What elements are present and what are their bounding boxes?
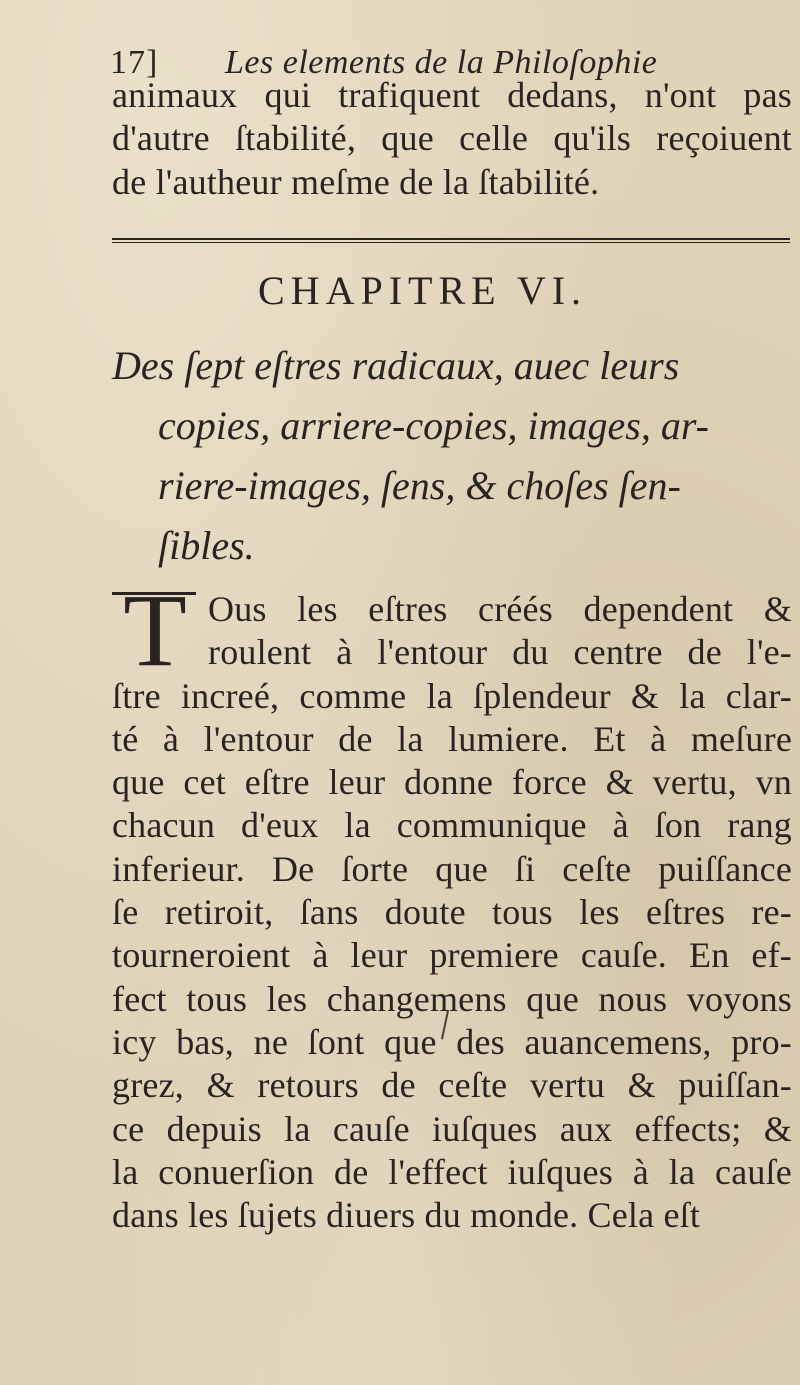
paragraph-line: té à l'entour de la lumiere. Et à meſure bbox=[112, 718, 792, 759]
ornamental-rule bbox=[112, 238, 790, 244]
paragraph-line: ce depuis la cauſe iuſques aux effects; & bbox=[112, 1108, 792, 1149]
chapter-heading: CHAPITRE VI. bbox=[258, 268, 588, 313]
paragraph-line: ſtre increé, comme la ſplendeur & la clar- bbox=[112, 675, 792, 716]
paragraph-line: fect tous les changemens que nous voyons bbox=[112, 978, 792, 1019]
paragraph-line: d'autre ſtabilité, que celle qu'ils reçoiuent bbox=[112, 118, 792, 159]
paragraph-line: tourneroient à leur premiere cauſe. En ef- bbox=[112, 935, 792, 976]
top-paragraph bbox=[112, 74, 792, 204]
chapter-title-line: ſibles. bbox=[158, 523, 255, 568]
paragraph-line: Ous les eſtres créés dependent & bbox=[208, 589, 792, 629]
paragraph-line: la conuerſion de l'effect iuſques à la cauſe bbox=[112, 1151, 792, 1192]
chapter-title-line: copies, arriere-copies, images, ar- bbox=[158, 403, 709, 448]
paragraph-line: animaux qui trafiquent dedans, n'ont pas bbox=[112, 75, 792, 115]
page-number: 17] bbox=[110, 44, 159, 81]
paragraph-line: dans les ſujets diuers du monde. Cela eſt bbox=[112, 1195, 701, 1236]
paragraph-line: que cet eſtre leur donne force & vertu, vn bbox=[112, 762, 792, 803]
paragraph-line: roulent à l'entour du centre de l'e- bbox=[208, 632, 792, 673]
chapter-title-line: riere-images, ſens, & choſes ſen- bbox=[158, 463, 681, 508]
chapter-title-line: Des ſept eſtres radicaux, auec leurs bbox=[112, 343, 680, 388]
paragraph-line: ſe retiroit, ſans doute tous les eſtres re- bbox=[112, 892, 792, 933]
paragraph-line: inferieur. De ſorte que ſi ceſte puiſſance bbox=[112, 848, 792, 889]
paragraph-line: icy bas, ne ſont que des auancemens, pro- bbox=[112, 1021, 792, 1062]
paragraph-line: grez, & retours de ceſte vertu & puiſſan- bbox=[112, 1065, 792, 1106]
paragraph-line: chacun d'eux la communique à ſon rang bbox=[112, 805, 792, 846]
paragraph-line: de l'autheur meſme de la ſtabilité. bbox=[112, 161, 600, 202]
drop-cap: T bbox=[123, 573, 187, 688]
body-paragraph bbox=[112, 573, 792, 1237]
chapter-title bbox=[112, 336, 792, 576]
running-title: Les elements de la Philoſophie bbox=[225, 44, 658, 81]
